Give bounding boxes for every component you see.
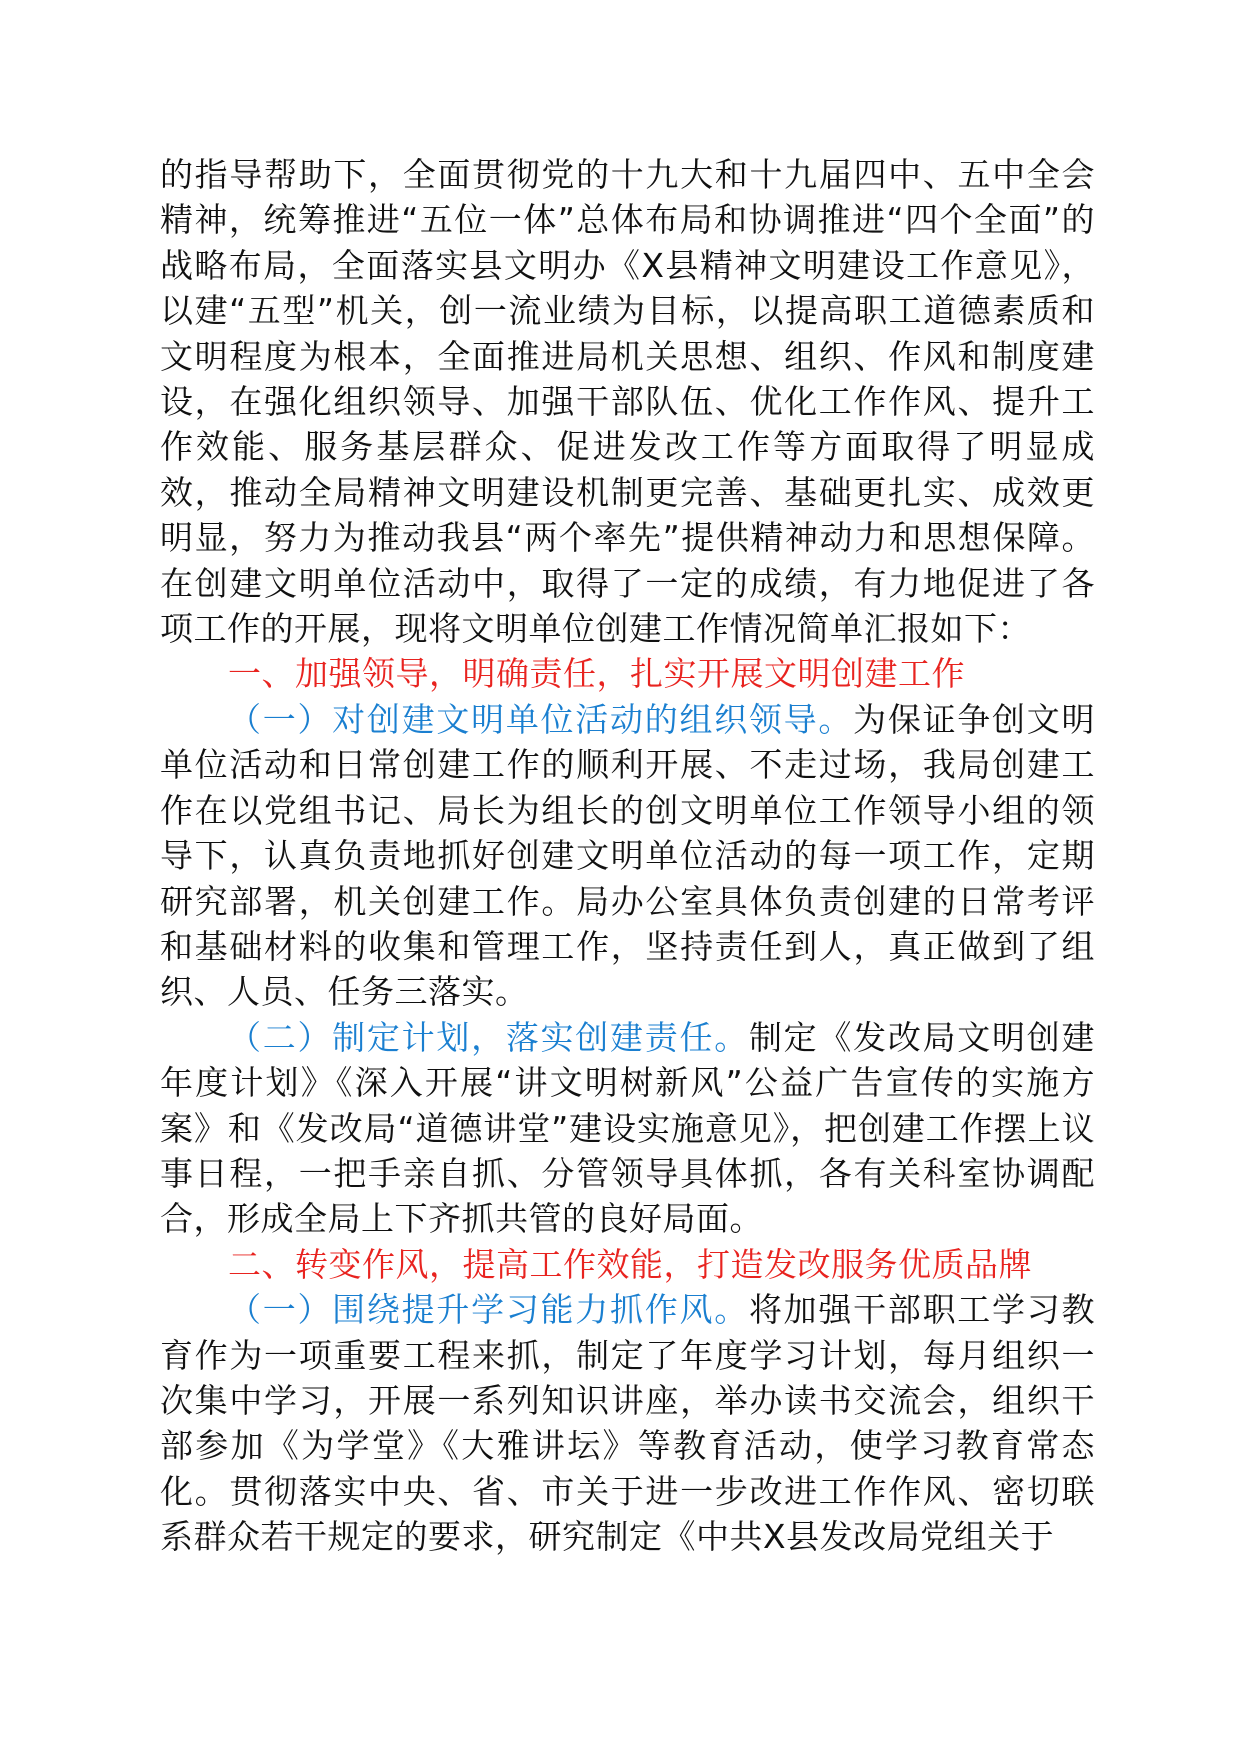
intro-paragraph: 的指导帮助下，全面贯彻党的十九大和十九届四中、五中全会精神，统筹推进“五位一体”总体布局和协调推进“四个全面”的战略布局，全面落实县文明办《X县精神文明建设工作意见》，以建“五型”机关，创一流业绩为目标，以提高职工道德素质和文明程度为根本，全面推进局机关思想、组织、作风和制度建设，在强化组织领导、加强干部队伍、优化工作作风、提升工作效能、服务基层群众、促进发改工作等方面取得了明显成效，推动全局精神文明建设机制更完善、基础更扎实、成效更明显，努力为推动我县“两个率先”提供精神动力和思想保障。在创建文明单位活动中，取得了一定的成绩，有力地促进了各项工作的开展，现将文明单位创建工作情况简单汇报如下：: [160, 155, 1095, 649]
section-1-item-1-body: 为保证争创文明单位活动和日常创建工作的顺利开展、不走过场，我局创建工作在以党组书记、局长为组长的创文明单位工作领导小组的领导下，认真负责地抓好创建文明单位活动的每一项工作，定期研究部署，机关创建工作。局办公室具体负责创建的日常考评和基础材料的收集和管理工作，坚持责任到人，真正做到了组织、人员、任务三落实。: [160, 699, 1096, 1012]
section-2-item-1-body: 将加强干部职工学习教育作为一项重要工程来抓，制定了年度学习计划，每月组织一次集中学习，开展一系列知识讲座，举办读书交流会，组织干部参加《为学堂》《大雅讲坛》等教育活动，使学习教育常态化。贯彻落实中央、省、市关于进一步改进工作作风、密切联系群众若干规定的要求，研究制定《中共X县发改局党组关于: [160, 1290, 1096, 1557]
section-1-heading: 一、加强领导，明确责任，扎实开展文明创建工作: [228, 654, 965, 694]
section-2-item-1-title: （一）围绕提升学习能力抓作风。: [228, 1290, 749, 1330]
section-1-item-1-title: （一）对创建文明单位活动的组织领导。: [228, 699, 854, 739]
document-page: [160, 152, 1095, 1560]
section-2-heading: 二、转变作风，提高工作效能，打造发改服务优质品牌: [228, 1244, 1032, 1284]
section-1-item-1-paragraph: [160, 697, 1095, 1015]
section-1-item-2-body: 制定《发改局文明创建年度计划》《深入开展“讲文明树新风”公益广告宣传的实施方案》和《发改局“道德讲堂”建设实施意见》，把创建工作摆上议事日程，一把手亲自抓、分管领导具体抓，各有关科室协调配合，形成全局上下齐抓共管的良好局面。: [160, 1017, 1096, 1239]
section-2-item-1-paragraph: [160, 1287, 1095, 1559]
section-1-item-2-title: （二）制定计划，落实创建责任。: [228, 1017, 749, 1057]
section-1-item-2-paragraph: [160, 1015, 1095, 1242]
